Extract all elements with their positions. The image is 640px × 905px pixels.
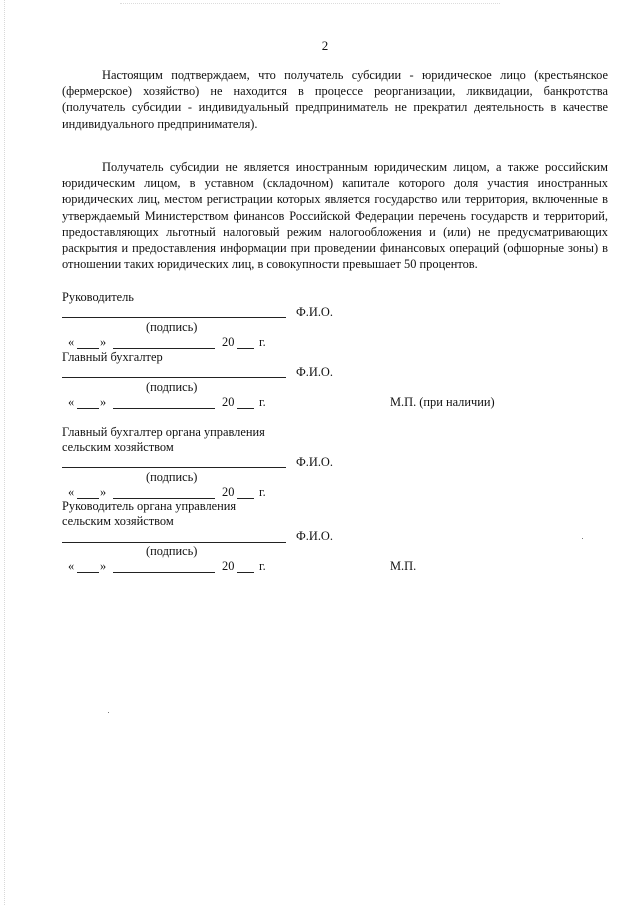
signer-role-line2: сельским хозяйством [62, 514, 174, 528]
date-year-line [237, 498, 254, 499]
scan-speck [582, 538, 583, 539]
stamp-label: М.П. (при наличии) [390, 395, 495, 409]
fio-label: Ф.И.О. [296, 529, 333, 543]
fio-label: Ф.И.О. [296, 455, 333, 469]
signature-line [62, 317, 286, 318]
signer-role: Главный бухгалтер [62, 350, 163, 364]
scan-edge [4, 0, 5, 905]
page-number: 2 [321, 38, 329, 53]
stamp-label: М.П. [390, 559, 417, 573]
date-year-prefix: 20 [222, 485, 235, 499]
paragraph-confirmation: Настоящим подтверждаем, что получатель субсидии - юридическое лицо (крестьянское (фермерское) хозяйство) не находится в процессе реорганизации, ликвидации, банкротства (получатель субсидии - индивидуальный предприниматель не прекратил деятельность в качестве индивидуального предпринимателя). [62, 68, 608, 131]
fio-label: Ф.И.О. [296, 365, 333, 379]
fio-label: Ф.И.О. [296, 305, 333, 319]
date-year-line [237, 348, 254, 349]
date-year-suffix: г. [259, 395, 266, 409]
date-day-line [77, 408, 99, 409]
signature-hint: (подпись) [146, 470, 198, 484]
date-quote-open: « [68, 395, 75, 409]
paragraph-foreign-entity: Получатель субсидии не является иностранным юридическим лицом, а также российским юридическим лицом, в уставном (складочном) капитале которого доля участия иностранных юридических лиц, местом регистрации которых является государство или территория, включенные в утверждаемый Министерством финансов Российской Федерации перечень государств и территорий, предоставляющих льготный налоговый режим налогообложения и (или) не предусматривающих раскрытия и предоставления информации при проведении финансовых операций (офшорные зоны) в отношении таких юридических лиц, в совокупности превышает 50 процентов. [62, 160, 608, 272]
signature-hint: (подпись) [146, 544, 198, 558]
date-year-suffix: г. [259, 559, 266, 573]
signature-hint: (подпись) [146, 320, 198, 334]
date-year-prefix: 20 [222, 335, 235, 349]
date-day-line [77, 572, 99, 573]
date-year-prefix: 20 [222, 395, 235, 409]
date-month-line [113, 572, 215, 573]
scan-speck [108, 712, 109, 713]
date-year-suffix: г. [259, 485, 266, 499]
date-year-suffix: г. [259, 335, 266, 349]
date-quote-open: « [68, 485, 75, 499]
signer-role: Руководитель [62, 290, 134, 304]
date-quote-close: » [100, 485, 107, 499]
date-quote-close: » [100, 335, 107, 349]
date-month-line [113, 348, 215, 349]
signature-line [62, 467, 286, 468]
signer-role-line1: Главный бухгалтер органа управления [62, 425, 265, 439]
date-year-line [237, 408, 254, 409]
date-year-line [237, 572, 254, 573]
date-quote-open: « [68, 335, 75, 349]
date-quote-close: » [100, 559, 107, 573]
date-month-line [113, 408, 215, 409]
date-quote-open: « [68, 559, 75, 573]
signer-role-line2: сельским хозяйством [62, 440, 174, 454]
date-year-prefix: 20 [222, 559, 235, 573]
signature-line [62, 377, 286, 378]
signer-role-line1: Руководитель органа управления [62, 499, 237, 513]
signature-line [62, 542, 286, 543]
date-day-line [77, 348, 99, 349]
date-quote-close: » [100, 395, 107, 409]
signature-hint: (подпись) [146, 380, 198, 394]
scan-top-edge [120, 3, 500, 4]
